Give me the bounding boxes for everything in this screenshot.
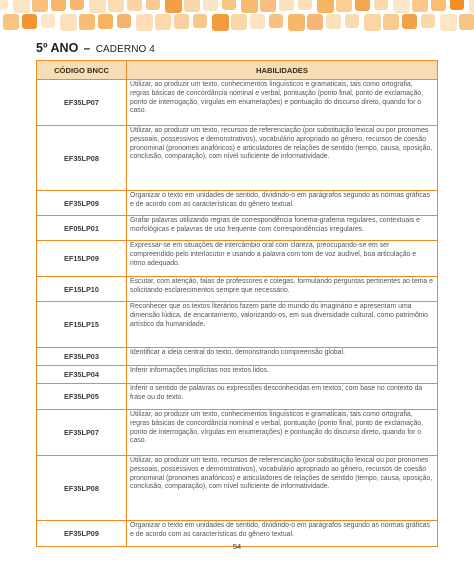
table-row xyxy=(37,410,438,456)
decorative-square xyxy=(440,14,457,31)
decorative-square xyxy=(3,14,19,30)
decorative-square xyxy=(193,14,207,28)
table-row xyxy=(37,216,438,241)
decorative-square xyxy=(60,14,77,31)
column-header-code: CÓDIGO BNCC xyxy=(37,61,127,80)
table-row xyxy=(37,191,438,216)
decorative-square xyxy=(184,0,200,12)
decorative-square xyxy=(431,0,446,11)
decorative-square xyxy=(298,0,312,10)
bncc-code-cell: EF35LP08 xyxy=(37,456,127,521)
table-row xyxy=(37,348,438,366)
decorative-square xyxy=(269,14,283,28)
skill-description-cell: Grafar palavras utilizando regras de correspondência fonema-grafema regulares, contextuais e morfológicas e palavras de uso frequente com correspondências irregulares. xyxy=(127,216,438,241)
skill-description-cell: Utilizar, ao produzir um texto, conhecimentos linguísticos e gramaticais, tais como ortografia, regras básicas de concordância nominal e verbal, pontuação (ponto final, ponto de exclamação, ponto de interrogação, vírgulas em enumerações) e pontuação do discurso direto, quando for o caso. xyxy=(127,410,438,456)
skill-description-cell: Organizar o texto em unidades de sentido, dividindo-o em parágrafos segundo as normas gráficas e de acordo com as características do gênero textual. xyxy=(127,191,438,216)
decorative-square xyxy=(412,0,428,12)
page-number: 54 xyxy=(232,542,242,551)
decorative-square xyxy=(117,14,131,28)
decorative-square xyxy=(374,0,388,10)
decorative-square xyxy=(203,0,218,11)
bncc-code-cell: EF35LP07 xyxy=(37,410,127,456)
decorative-square xyxy=(0,0,8,10)
skill-description-cell: Utilizar, ao produzir um texto, recursos de referenciação (por substituição lexical ou por pronomes pessoais, possessivos e demonstrativos), vocabulário apropriado ao gênero, recursos de coesão pronominal (pronomes anafóricos) e articuladores de relações de sentido (tempo, causa, oposição, conclusão, comparação), com nível suficiente de informatividade. xyxy=(127,456,438,521)
decorative-square xyxy=(383,14,399,30)
decorative-square xyxy=(231,14,247,30)
decorative-square xyxy=(241,0,258,13)
decorative-square xyxy=(317,0,334,13)
decorative-square xyxy=(393,0,410,13)
column-header-skills: HABILIDADES xyxy=(127,61,438,80)
skill-description-cell: Expressar-se em situações de intercâmbio oral com clareza, preocupando-se em ser compreendido pelo interlocutor e usando a palavra com tom de voz audível, boa articulação e ritmo adequado. xyxy=(127,241,438,277)
decorative-square xyxy=(108,0,124,12)
table-row xyxy=(37,80,438,126)
decorative-square xyxy=(70,0,84,10)
decorative-square xyxy=(279,0,294,11)
page-heading xyxy=(36,41,155,55)
table-row xyxy=(37,456,438,521)
skill-description-cell: Utilizar, ao produzir um texto, conhecimentos linguísticos e gramaticais, tais como ortografia, regras básicas de concordância nominal e verbal, pontuação (ponto final, ponto de exclamação, ponto de interrogação, vírgulas em enumerações) e pontuação do discurso direto, quando for o caso. xyxy=(127,80,438,126)
bncc-code-cell: EF05LP01 xyxy=(37,216,127,241)
decorative-square xyxy=(402,14,417,29)
decorative-square xyxy=(98,14,113,29)
decorative-square xyxy=(89,0,106,13)
bncc-code-cell: EF35LP09 xyxy=(37,191,127,216)
table-row xyxy=(37,384,438,410)
decorative-square xyxy=(355,0,370,11)
decorative-square xyxy=(13,0,30,13)
table-row xyxy=(37,241,438,277)
decorative-square xyxy=(222,0,236,10)
decorative-square xyxy=(22,14,37,29)
decorative-square xyxy=(450,0,464,10)
decorative-square xyxy=(469,0,474,13)
bncc-code-cell: EF35LP04 xyxy=(37,366,127,384)
decorative-square xyxy=(155,14,171,30)
decorative-square xyxy=(288,14,305,31)
decorative-square xyxy=(136,14,153,31)
decorative-square xyxy=(51,0,66,11)
decorative-square xyxy=(146,0,160,10)
skill-description-cell: Escutar, com atenção, falas de professores e colegas, formulando perguntas pertinentes ao tema e solicitando esclarecimentos sempre que necessário. xyxy=(127,277,438,302)
decorative-square xyxy=(212,14,229,31)
decorative-square xyxy=(250,14,265,29)
table-header-row xyxy=(37,61,438,80)
skills-table xyxy=(36,60,438,547)
decorative-square xyxy=(41,14,55,28)
table-row xyxy=(37,126,438,191)
decorative-square xyxy=(174,14,189,29)
decorative-square xyxy=(79,14,95,30)
decorative-square xyxy=(459,14,474,30)
decorative-square xyxy=(364,14,381,31)
bncc-code-cell: EF15LP15 xyxy=(37,302,127,348)
decorative-square xyxy=(165,0,182,13)
table-row xyxy=(37,366,438,384)
decorative-square xyxy=(345,14,359,28)
grade-label: 5º ANO xyxy=(36,41,79,55)
bncc-code-cell: EF35LP05 xyxy=(37,384,127,410)
decorative-square xyxy=(307,14,323,30)
bncc-code-cell: EF15LP09 xyxy=(37,241,127,277)
skill-description-cell: Reconhecer que os textos literários fazem parte do mundo do imaginário e apresentam uma dimensão lúdica, de encantamento, valorizando-os, em sua diversidade cultural, como patrimônio artístico da humanidade. xyxy=(127,302,438,348)
skill-description-cell: Utilizar, ao produzir um texto, recursos de referenciação (por substituição lexical ou por pronomes pessoais, possessivos e demonstrativos), vocabulário apropriado ao gênero, recursos de coesão pronominal (pronomes anafóricos) e articuladores de relações de sentido (tempo, causa, oposição, conclusão, comparação), com nível suficiente de informatividade. xyxy=(127,126,438,191)
decorative-square-pattern xyxy=(0,0,474,34)
bncc-code-cell: EF15LP10 xyxy=(37,277,127,302)
skill-description-cell: Organizar o texto em unidades de sentido, dividindo-o em parágrafos segundo as normas gráficas e de acordo com as características do gênero textual. xyxy=(127,521,438,547)
bncc-code-cell: EF35LP07 xyxy=(37,80,127,126)
table-row xyxy=(37,302,438,348)
bncc-code-cell: EF35LP08 xyxy=(37,126,127,191)
decorative-square xyxy=(260,0,276,12)
decorative-square xyxy=(32,0,48,12)
skill-description-cell: Identificar a ideia central do texto, demonstrando compreensão global. xyxy=(127,348,438,366)
decorative-square xyxy=(421,14,435,28)
table-row xyxy=(37,277,438,302)
decorative-square xyxy=(326,14,341,29)
decorative-square xyxy=(336,0,352,12)
skill-description-cell: Inferir o sentido de palavras ou expressões desconhecidas em textos, com base no contexto da frase ou do texto. xyxy=(127,384,438,410)
decorative-square xyxy=(127,0,142,11)
heading-separator: – xyxy=(83,41,91,55)
bncc-code-cell: EF35LP03 xyxy=(37,348,127,366)
skill-description-cell: Inferir informações implícitas nos textos lidos. xyxy=(127,366,438,384)
caderno-label: CADERNO 4 xyxy=(95,44,155,55)
bncc-code-cell: EF35LP09 xyxy=(37,521,127,547)
